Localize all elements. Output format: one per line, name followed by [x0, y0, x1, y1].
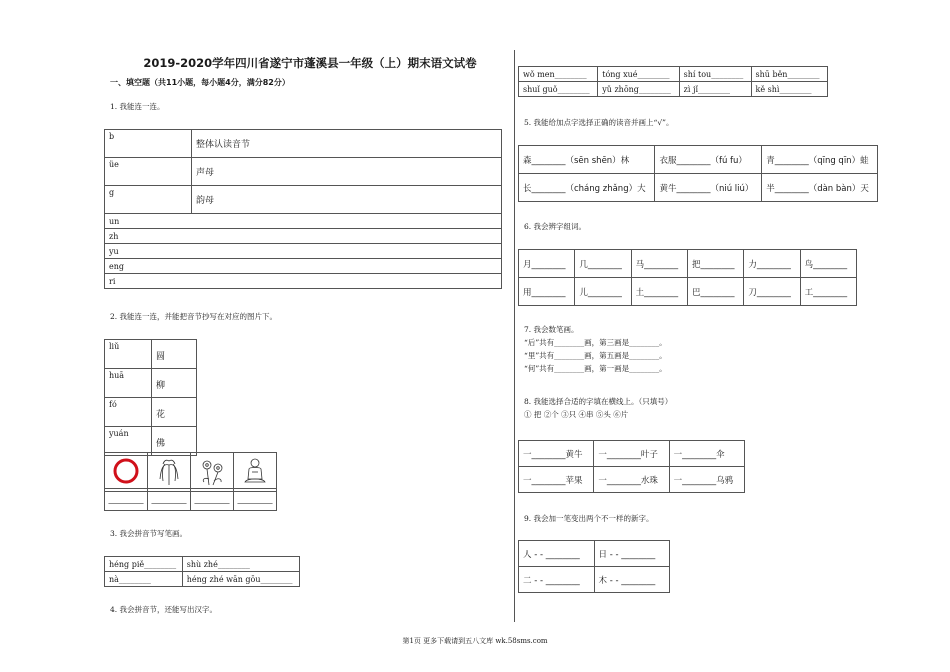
q6-cell: 鸟________ — [800, 250, 856, 278]
q3-cell: shù zhé________ — [182, 557, 299, 572]
q1-extra-cell: yu — [105, 244, 502, 259]
q2-pinyin-cell: fó — [105, 398, 152, 427]
q2-char-cell: 柳 — [152, 369, 197, 398]
q1-extra-cell: ri — [105, 274, 502, 289]
q4-cell: tóng xué________ — [598, 67, 679, 82]
q4-prompt: 4. 我会拼音节，还能写出汉字。 — [110, 605, 218, 614]
q9-cell: 日 - - ________ — [594, 541, 670, 567]
q4-table — [518, 66, 828, 97]
q2-table — [104, 339, 197, 456]
q8-cell: 一________乌鸦 — [669, 467, 744, 493]
q2-pinyin-cell: huā — [105, 369, 152, 398]
q7-line: “后”共有________画，第三画是________。 — [524, 338, 667, 347]
answer-blank[interactable]: __________ — [191, 489, 234, 511]
q1-right-cell: 韵母 — [192, 186, 502, 214]
answer-blank[interactable]: __________ — [148, 489, 191, 511]
q4-cell: kě shì________ — [751, 82, 828, 97]
q6-cell: 力________ — [744, 250, 800, 278]
q3-table — [104, 556, 300, 587]
q8-cell: 一________黄牛 — [519, 441, 594, 467]
q8-cell: 一________叶子 — [594, 441, 669, 467]
page-title: 2019-2020学年四川省遂宁市蓬溪县一年级（上）期末语文试卷 — [143, 56, 477, 70]
q4-cell: zì jǐ________ — [679, 82, 751, 97]
q5-prompt: 5. 我能给加点字选择正确的读音并画上“√”。 — [524, 118, 674, 127]
q7-line: “何”共有________画，第一画是________。 — [524, 364, 667, 373]
q9-cell: 人 - - ________ — [519, 541, 595, 567]
q6-cell: 工________ — [800, 278, 856, 306]
q6-prompt: 6. 我会辨字组词。 — [524, 222, 587, 231]
q2-pinyin-cell: yuán — [105, 427, 152, 456]
q2-picture-row — [104, 452, 277, 492]
flower-picture — [191, 453, 234, 492]
q9-cell: 木 - - ________ — [594, 567, 670, 593]
q2-char-cell: 圆 — [152, 340, 197, 369]
page-footer: 第1页 更多下载请到五八文库 wk.58sms.com — [402, 637, 548, 645]
q2-char-cell: 花 — [152, 398, 197, 427]
q1-prompt: 1. 我能连一连。 — [110, 102, 165, 111]
q8-cell: 一________苹果 — [519, 467, 594, 493]
q1-table — [104, 129, 502, 289]
q7-prompt: 7. 我会数笔画。 — [524, 325, 579, 334]
q4-cell: shí tou________ — [679, 67, 751, 82]
q6-table — [518, 249, 857, 306]
q3-prompt: 3. 我会拼音节写笔画。 — [110, 529, 188, 538]
circle-picture — [105, 453, 148, 492]
q1-left-cell: b — [105, 130, 192, 158]
q2-answer-row — [104, 488, 277, 511]
answer-blank[interactable]: __________ — [234, 489, 277, 511]
column-divider — [514, 50, 515, 622]
q6-cell: 月________ — [519, 250, 575, 278]
q6-cell: 马________ — [631, 250, 687, 278]
q1-right-cell: 声母 — [192, 158, 502, 186]
q6-cell: 刀________ — [744, 278, 800, 306]
q6-cell: 把________ — [687, 250, 743, 278]
q9-prompt: 9. 我会加一笔变出两个不一样的新字。 — [524, 514, 654, 523]
q1-extra-cell: zh — [105, 229, 502, 244]
q3-cell: héng zhé wān gōu________ — [182, 572, 299, 587]
q5-cell: 青________（qīng qīn）蛙 — [762, 146, 878, 174]
q6-cell: 土________ — [631, 278, 687, 306]
q8-cell: 一________伞 — [669, 441, 744, 467]
q4-cell: wǒ men________ — [519, 67, 598, 82]
q8-cell: 一________水珠 — [594, 467, 669, 493]
q9-table — [518, 540, 670, 593]
q5-cell: 长________（cháng zhǎng）大 — [519, 174, 655, 202]
q8-prompt: 8. 我能选择合适的字填在横线上。（只填号） — [524, 397, 673, 406]
q6-cell: 巴________ — [687, 278, 743, 306]
q4-cell: shuǐ guǒ________ — [519, 82, 598, 97]
q5-cell: 黄牛________（niú liú） — [655, 174, 762, 202]
q7-line: “里”共有________画，第五画是________。 — [524, 351, 667, 360]
q4-cell: yǔ zhōng________ — [598, 82, 679, 97]
q2-prompt: 2. 我能连一连，并能把音节抄写在对应的图片下。 — [110, 312, 278, 321]
q5-cell: 森________（sēn shēn）林 — [519, 146, 655, 174]
q4-cell: shū běn________ — [751, 67, 828, 82]
q6-cell: 几________ — [575, 250, 631, 278]
q5-table — [518, 145, 878, 202]
buddha-picture — [234, 453, 277, 492]
q1-left-cell: g — [105, 186, 192, 214]
q3-cell: nà________ — [105, 572, 183, 587]
answer-blank[interactable]: __________ — [105, 489, 148, 511]
q3-cell: héng piě________ — [105, 557, 183, 572]
q5-cell: 衣服________（fú fu） — [655, 146, 762, 174]
q1-right-cell: 整体认读音节 — [192, 130, 502, 158]
q1-extra-cell: eng — [105, 259, 502, 274]
section-heading: 一、填空题（共11小题，每小题4分，满分82分） — [110, 78, 290, 87]
q8-table — [518, 440, 745, 493]
q9-cell: 二 - - ________ — [519, 567, 595, 593]
q1-left-cell: üe — [105, 158, 192, 186]
q6-cell: 用________ — [519, 278, 575, 306]
q2-pinyin-cell: liǔ — [105, 340, 152, 369]
willow-picture — [148, 453, 191, 492]
q8-options: ① 把 ②个 ③只 ④串 ⑤头 ⑥片 — [524, 410, 629, 419]
q5-cell: 半________（dàn bàn）天 — [762, 174, 878, 202]
q2-char-cell: 佛 — [152, 427, 197, 456]
q1-extra-cell: un — [105, 214, 502, 229]
q6-cell: 儿________ — [575, 278, 631, 306]
